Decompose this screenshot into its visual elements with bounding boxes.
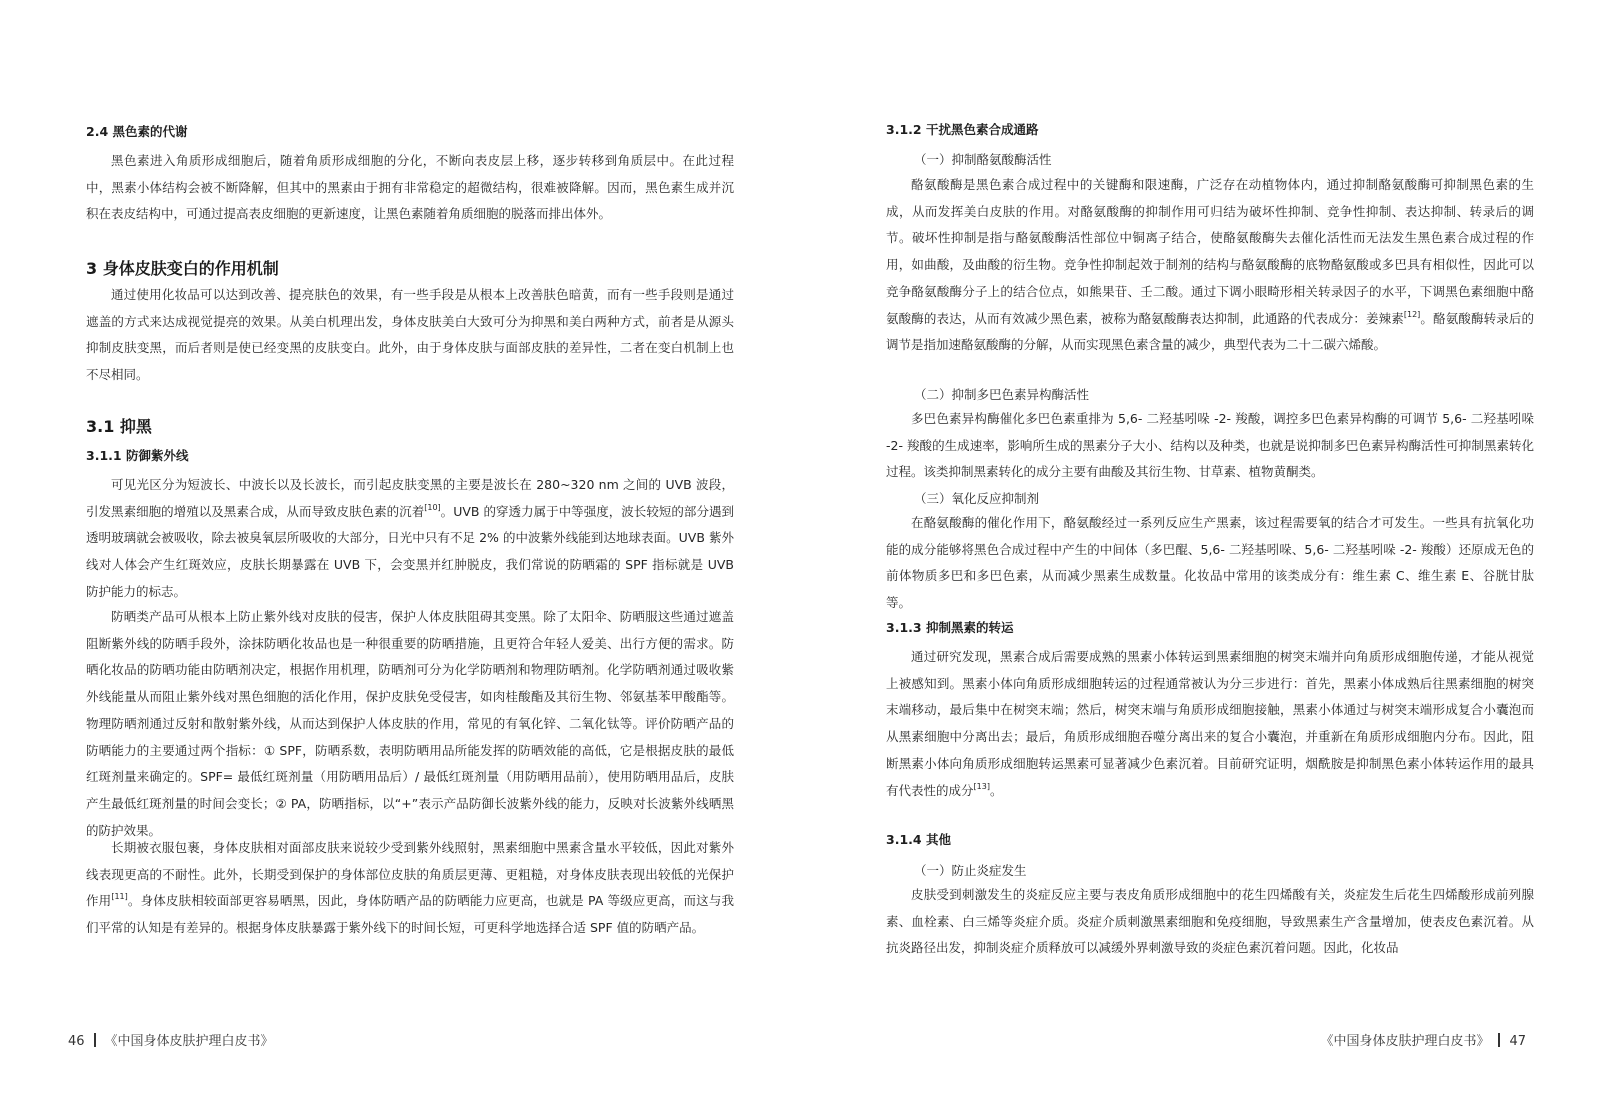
- subheading-dopachrome: （二）抑制多巴色素异构酶活性: [914, 387, 1090, 402]
- section-3-1-2-paragraph-1: [886, 172, 1534, 359]
- subheading-oxidation: （三）氧化反应抑制剂: [914, 491, 1040, 506]
- section-3-1-1-paragraph-3: [86, 835, 734, 942]
- paragraph-text: 。身体皮肤相较面部更容易晒黑，因此，身体防晒产品的防晒能力应更高，也就是 PA 等级应更高，而这与我们平常的认知是有差异的。根据身体皮肤暴露于紫外线下的时间长短，可更科学地选择合适 SPF 值的防晒产品。: [86, 893, 734, 936]
- paragraph-text: 。: [989, 782, 1003, 798]
- section-3-heading: 3 身体皮肤变白的作用机制: [86, 259, 279, 278]
- paragraph-text: 。UVB 的穿透力属于中等强度，波长较短的部分遇到透明玻璃就会被吸收，除去被臭氧层所吸收的大部分，日光中只有不足 2% 的中波紫外线能到达地球表面。UVB 紫外线对人体会产生红斑效应，皮肤长期暴露在 UVB 下，会变黑并红肿脱皮，我们常说的防晒霜的 SPF 指标就是 UVB 防护能力的标志。: [86, 503, 734, 599]
- section-3-paragraph: 通过使用化妆品可以达到改善、提亮肤色的效果，有一些手段是从根本上改善肤色暗黄，而有一些手段则是通过遮盖的方式来达成视觉提亮的效果。从美白机理出发，身体皮肤美白大致可分为抑黑和美白两种方式，前者是从源头抑制皮肤变黑，而后者则是使已经变黑的皮肤变白。此外，由于身体皮肤与面部皮肤的差异性，二者在变白机制上也不尽相同。: [86, 287, 734, 383]
- section-3-1-4-heading: 3.1.4 其他: [886, 832, 951, 847]
- right-page: [886, 0, 1534, 1100]
- citation-ref: [11]: [111, 892, 128, 902]
- paragraph-text: 酪氨酸酶是黑色素合成过程中的关键酶和限速酶，广泛存在动植物体内，通过抑制酪氨酸酶可抑制黑色素的生成，从而发挥美白皮肤的作用。对酪氨酸酶的抑制作用可归结为破坏性抑制、竞争性抑制、表达抑制、转录后的调节。破坏性抑制是指与酪氨酸酶活性部位中铜离子结合，使酪氨酸酶失去催化活性而无法发生黑色素合成过程的作用，如曲酸，及曲酸的衍生物。竞争性抑制起效于制剂的结构与酪氨酸酶的底物酪氨酸或多巴具有相似性，因此可以竞争酪氨酸酶分子上的结合位点，如熊果苷、壬二酸。通过下调小眼畸形相关转录因子的水平，下调黑色素细胞中酪氨酸酶的表达，从而有效减少黑色素，被称为酪氨酸酶表达抑制，此通路的代表成分：姜辣素: [886, 177, 1534, 326]
- section-3-1-heading: 3.1 抑黑: [86, 417, 152, 436]
- footer-divider: [94, 1033, 96, 1047]
- section-3-1-4-paragraph: 皮肤受到刺激发生的炎症反应主要与表皮角质形成细胞中的花生四烯酸有关，炎症发生后花生四烯酸形成前列腺素、血栓素、白三烯等炎症介质。炎症介质刺激黑素细胞和免疫细胞，导致黑素生产含量增加，使表皮色素沉着。从抗炎路径出发，抑制炎症介质释放可以减缓外界刺激导致的炎症色素沉着问题。因此，化妆品: [886, 887, 1534, 956]
- section-3-1-1-heading: 3.1.1 防御紫外线: [86, 448, 189, 463]
- paragraph-text: 通过研究发现，黑素合成后需要成熟的黑素小体转运到黑素细胞的树突末端并向角质形成细胞传递，才能从视觉上被感知到。黑素小体向角质形成细胞转运的过程通常被认为分三步进行：首先，黑素小体成熟后往黑素细胞的树突末端移动，最后集中在树突末端；然后，树突末端与角质形成细胞接触，黑素小体通过与树突末端形成复合小囊泡而从黑素细胞中分离出去；最后，角质形成细胞吞噬分离出来的复合小囊泡，并重新在角质形成细胞内分布。因此，阻断黑素小体向角质形成细胞转运黑素可显著减少色素沉着。目前研究证明，烟酰胺是抑制黑色素小体转运作用的最具有代表性的成分: [886, 649, 1534, 798]
- left-page: [86, 0, 734, 1100]
- section-3-1-3-heading: 3.1.3 抑制黑素的转运: [886, 620, 1014, 635]
- right-footer: [1320, 1030, 1526, 1049]
- section-3-1-3-paragraph: [886, 644, 1534, 804]
- page-number: 46: [68, 1034, 85, 1049]
- footer-divider: [1498, 1033, 1500, 1047]
- section-3-1-1-paragraph-1: [86, 472, 734, 606]
- subheading-tyrosinase: （一）抑制酪氨酸酶活性: [914, 152, 1052, 167]
- page-number: 47: [1509, 1034, 1526, 1049]
- section-2-4-paragraph: 黑色素进入角质形成细胞后，随着角质形成细胞的分化，不断向表皮层上移，逐步转移到角质层中。在此过程中，黑素小体结构会被不断降解，但其中的黑素由于拥有非常稳定的超微结构，很难被降解。因而，黑色素生成并沉积在表皮结构中，可通过提高表皮细胞的更新速度，让黑色素随着角质细胞的脱落而排出体外。: [86, 153, 734, 222]
- section-3-1-2-heading: 3.1.2 干扰黑色素合成通路: [886, 122, 1039, 137]
- footer-book-title: 《中国身体皮肤护理白皮书》: [1320, 1034, 1490, 1049]
- footer-book-title: 《中国身体皮肤护理白皮书》: [104, 1034, 274, 1049]
- section-3-1-1-paragraph-2: 防晒类产品可从根本上防止紫外线对皮肤的侵害，保护人体皮肤阻碍其变黑。除了太阳伞、防晒服这些通过遮盖阻断紫外线的防晒手段外，涂抹防晒化妆品也是一种很重要的防晒措施，且更符合年轻人爱美、出行方便的需求。防晒化妆品的防晒功能由防晒剂决定，根据作用机理，防晒剂可分为化学防晒剂和物理防晒剂。化学防晒剂通过吸收紫外线能量从而阻止紫外线对黑色细胞的活化作用，保护皮肤免受侵害，如肉桂酸酯及其衍生物、邻氨基苯甲酸酯等。物理防晒剂通过反射和散射紫外线，从而达到保护人体皮肤的作用，常见的有氧化锌、二氧化钛等。评价防晒产品的防晒能力的主要通过两个指标：① SPF，防晒系数，表明防晒用品所能发挥的防晒效能的高低，它是根据皮肤的最低红斑剂量来确定的。SPF= 最低红斑剂量（用防晒用品后）/ 最低红斑剂量（用防晒用品前），使用防晒用品后，皮肤产生最低红斑剂量的时间会变长；② PA，防晒指标，以“+”表示产品防御长波紫外线的能力，反映对长波紫外线晒黑的防护效果。: [86, 609, 734, 838]
- paragraph-text: 。酪氨酸酶转录后的调节是指加速酪氨酸酶的分解，从而实现黑色素含量的减少，典型代表为二十二碳六烯酸。: [886, 310, 1534, 353]
- left-footer: [68, 1030, 274, 1049]
- section-2-4-heading: 2.4 黑色素的代谢: [86, 124, 188, 139]
- paragraph-text: 可见光区分为短波长、中波长以及长波长，而引起皮肤变黑的主要是波长在 280~320 nm 之间的 UVB 波段，引发黑素细胞的增殖以及黑素合成，从而导致皮肤色素的沉着: [86, 477, 734, 519]
- citation-ref: [12]: [1403, 309, 1421, 319]
- section-3-1-2-paragraph-3: 在酪氨酸酶的催化作用下，酪氨酸经过一系列反应生产黑素，该过程需要氧的结合才可发生。一些具有抗氧化功能的成分能够将黑色合成过程中产生的中间体（多巴醌、5,6- 二羟基吲哚、5,6- 二羟基吲哚 -2- 羧酸）还原成无色的前体物质多巴和多巴色素，从而减少黑素生成数量。化妆品中常用的该类成分有：维生素 C、维生素 E、谷胱甘肽等。: [886, 515, 1534, 611]
- citation-ref: [10]: [424, 502, 441, 512]
- section-3-1-2-paragraph-2: 多巴色素异构酶催化多巴色素重排为 5,6- 二羟基吲哚 -2- 羧酸，调控多巴色素异构酶的可调节 5,6- 二羟基吲哚 -2- 羧酸的生成速率，影响所生成的黑素分子大小、结构以及种类，也就是说抑制多巴色素异构酶活性可抑制黑素转化过程。该类抑制黑素转化的成分主要有曲酸及其衍生物、甘草素、植物黄酮类。: [886, 411, 1534, 480]
- citation-ref: [13]: [973, 781, 990, 791]
- subheading-inflammation: （一）防止炎症发生: [914, 863, 1027, 878]
- paragraph-text: 长期被衣服包裹，身体皮肤相对面部皮肤来说较少受到紫外线照射，黑素细胞中黑素含量水平较低，因此对紫外线表现更高的不耐性。此外，长期受到保护的身体部位皮肤的角质层更薄、更粗糙，对身体皮肤表现出较低的光保护作用: [86, 840, 734, 909]
